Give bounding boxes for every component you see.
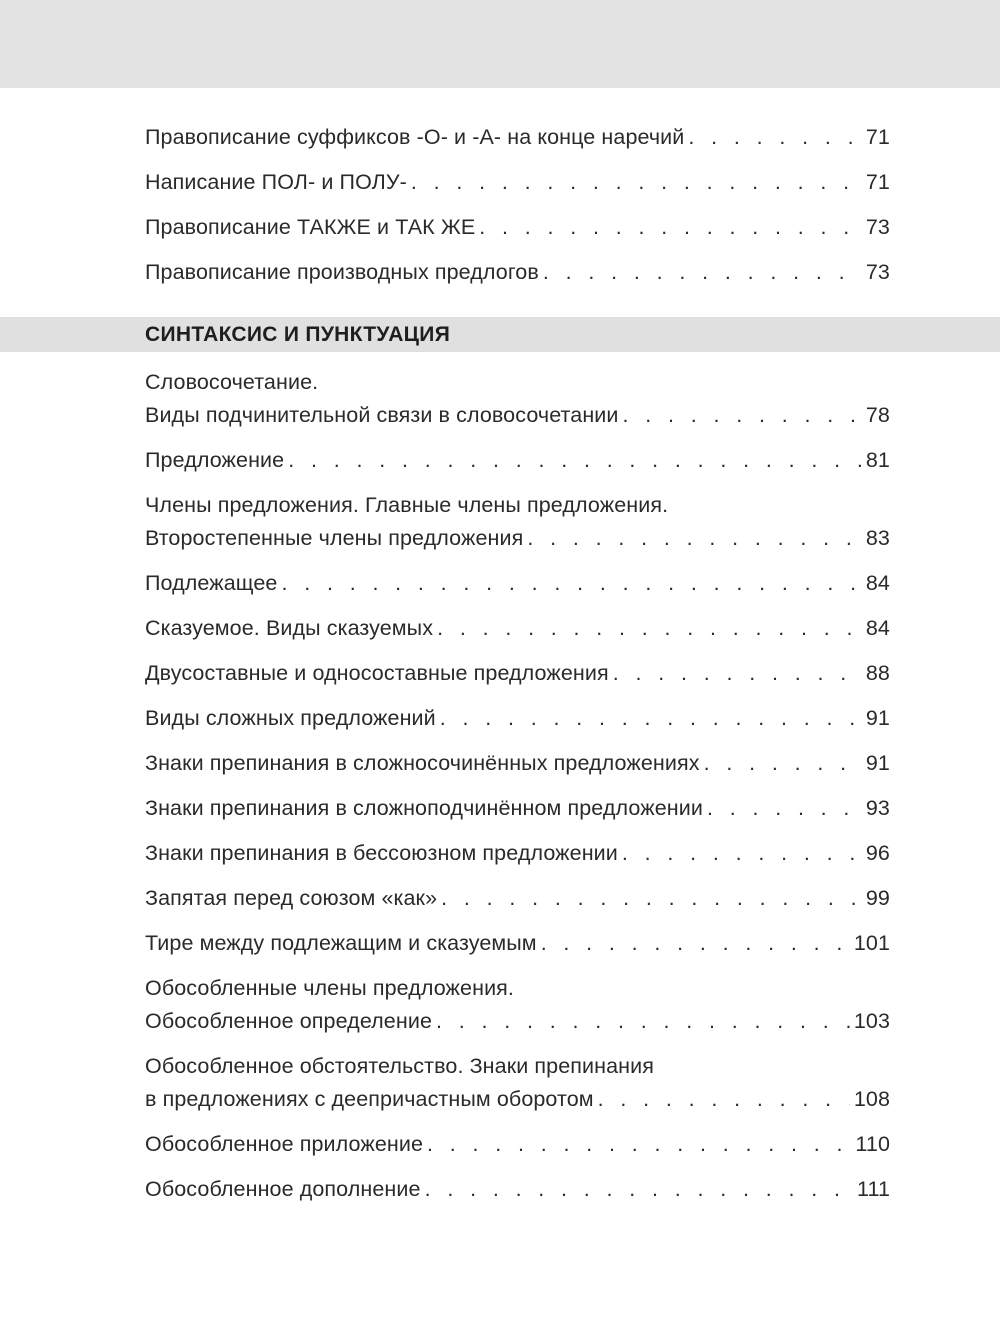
toc-entry-title: Написание ПОЛ- и ПОЛУ- [145, 170, 407, 194]
dot-leader [623, 399, 862, 432]
toc-entry-title: в предложениях с деепричастным оборотом [145, 1087, 594, 1111]
toc-entry[interactable] [145, 444, 890, 477]
toc-entry-page: 88 [865, 661, 890, 685]
dot-leader [440, 702, 862, 735]
toc-entry-title: Виды сложных предложений [145, 706, 436, 730]
toc-entry-title: Сказуемое. Виды сказуемых [145, 616, 434, 640]
toc-entry-page: 108 [853, 1087, 890, 1111]
toc-entry-page: 91 [865, 706, 890, 730]
dot-leader [281, 567, 861, 600]
toc-entry[interactable] [145, 211, 890, 244]
toc-entry-page: 91 [865, 751, 890, 775]
dot-leader [441, 882, 862, 915]
toc-entry[interactable] [145, 792, 890, 825]
dot-leader [622, 837, 862, 870]
toc-entry-title: Второстепенные члены предложения [145, 526, 524, 550]
toc-entry-title: Предложение [145, 448, 285, 472]
dot-leader [427, 1128, 851, 1161]
toc-entry-title: Обособленное дополнение [145, 1177, 421, 1201]
toc-entry-page: 78 [865, 403, 890, 427]
dot-leader [613, 657, 862, 690]
toc-entry[interactable] [145, 747, 890, 780]
toc-entry[interactable] [145, 1128, 890, 1161]
toc-entry[interactable] [145, 972, 890, 1038]
toc-entry-title: Правописание производных предлогов [145, 260, 539, 284]
toc-entry-page: 71 [865, 170, 890, 194]
toc-group-first [145, 121, 890, 301]
dot-leader [425, 1173, 853, 1206]
toc-entry-title: Обособленное приложение [145, 1132, 424, 1156]
toc-entry[interactable] [145, 927, 890, 960]
toc-entry-title: Подлежащее [145, 571, 278, 595]
dot-leader [437, 612, 862, 645]
toc-entry-title: Правописание ТАКЖЕ и ТАК ЖЕ [145, 215, 476, 239]
toc-entry[interactable] [145, 657, 890, 690]
toc-entry-line: Словосочетание. [145, 370, 319, 394]
dot-leader [527, 522, 862, 555]
toc-entry-page: 111 [857, 1177, 890, 1201]
toc-entry[interactable] [145, 489, 890, 555]
toc-entry[interactable] [145, 166, 890, 199]
toc-entry[interactable] [145, 567, 890, 600]
dot-leader [543, 256, 862, 289]
toc-entry-title: Тире между подлежащим и сказуемым [145, 931, 537, 955]
toc-entry[interactable] [145, 1050, 890, 1116]
toc-entry[interactable] [145, 612, 890, 645]
dot-leader [479, 211, 862, 244]
toc-entry-page: 71 [865, 125, 890, 149]
dot-leader [411, 166, 862, 199]
toc-entry-line: Обособленное обстоятельство. Знаки препинания [145, 1054, 654, 1078]
toc-entry-page: 84 [865, 571, 890, 595]
toc-entry-page: 103 [853, 1009, 890, 1033]
toc-entry-title: Знаки препинания в сложноподчинённом предложении [145, 796, 703, 820]
dot-leader [541, 927, 850, 960]
toc-entry-line: Члены предложения. Главные члены предложения. [145, 493, 669, 517]
toc-entry-title: Обособленное определение [145, 1009, 433, 1033]
toc-entry-title: Знаки препинания в сложносочинённых предложениях [145, 751, 700, 775]
toc-group-second [145, 366, 890, 1218]
toc-entry-page: 83 [865, 526, 890, 550]
toc-entry-page: 99 [865, 886, 890, 910]
dot-leader [707, 792, 862, 825]
toc-entry-title: Запятая перед союзом «как» [145, 886, 438, 910]
section-header-band [0, 317, 1000, 352]
section-title: СИНТАКСИС И ПУНКТУАЦИЯ [145, 323, 451, 346]
toc-entry-page: 81 [865, 448, 890, 472]
toc-entry-page: 84 [865, 616, 890, 640]
dot-leader [704, 747, 862, 780]
toc-entry-page: 110 [855, 1132, 890, 1156]
toc-entry[interactable] [145, 702, 890, 735]
toc-entry[interactable] [145, 121, 890, 154]
toc-entry-page: 73 [865, 260, 890, 284]
header-band [0, 0, 1000, 88]
toc-entry[interactable] [145, 882, 890, 915]
dot-leader [288, 444, 862, 477]
toc-entry-title: Виды подчинительной связи в словосочетании [145, 403, 619, 427]
toc-entry[interactable] [145, 256, 890, 289]
toc-entry-page: 73 [865, 215, 890, 239]
dot-leader [436, 1005, 850, 1038]
toc-entry[interactable] [145, 837, 890, 870]
toc-entry-title: Знаки препинания в бессоюзном предложении [145, 841, 618, 865]
toc-entry[interactable] [145, 1173, 890, 1206]
toc-entry-page: 101 [853, 931, 890, 955]
toc-entry-page: 96 [865, 841, 890, 865]
toc-entry-title: Правописание суффиксов -О- и -А- на конце наречий [145, 125, 685, 149]
toc-entry[interactable] [145, 366, 890, 432]
dot-leader [688, 121, 861, 154]
toc-entry-page: 93 [865, 796, 890, 820]
toc-entry-title: Двусоставные и односоставные предложения [145, 661, 609, 685]
toc-entry-line: Обособленные члены предложения. [145, 976, 514, 1000]
dot-leader [598, 1083, 850, 1116]
